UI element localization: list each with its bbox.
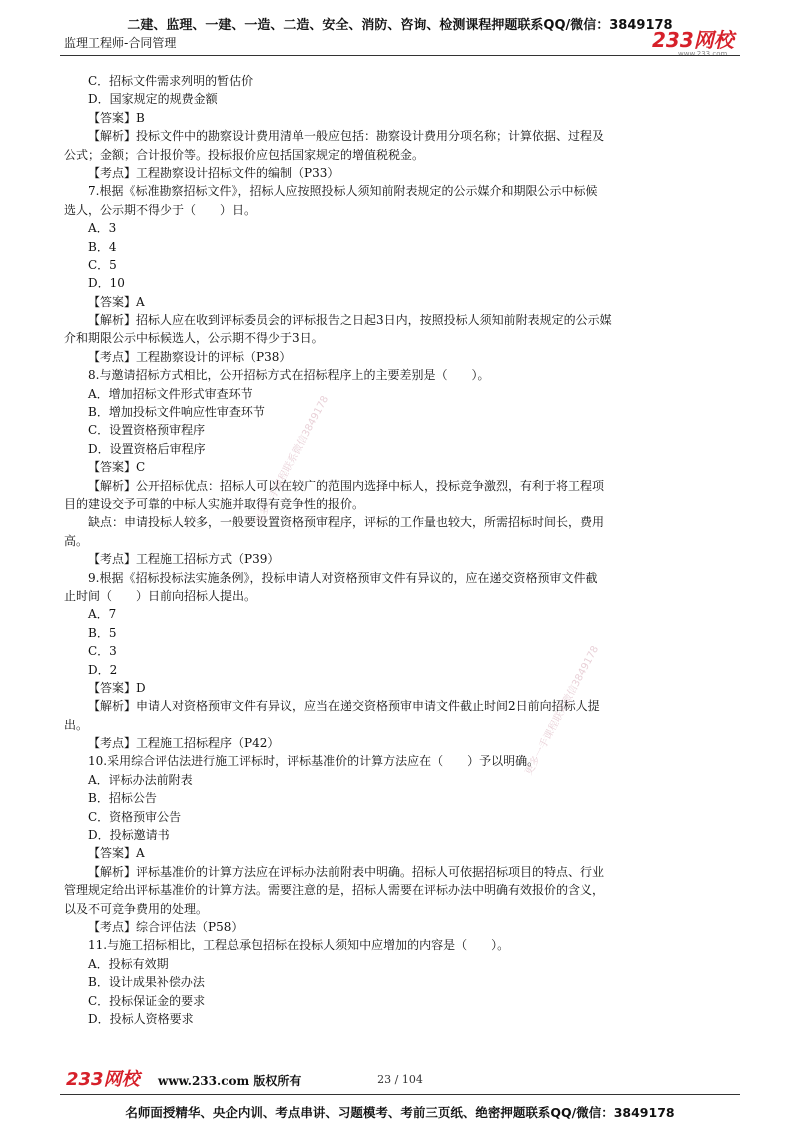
content-line: D．投标人资格要求: [88, 1011, 194, 1026]
footer-logo-text: 233网校: [66, 1069, 140, 1090]
content-line: 公式；金额；合计报价等。投标报价应包括国家规定的增值税税金。: [64, 147, 425, 162]
content-line: 选人，公示期不得少于（ ）日。: [64, 202, 257, 217]
content-line: 【考点】工程勘察设计招标文件的编制（P33）: [88, 165, 340, 180]
content-line: 【解析】招标人应在收到评标委员会的评标报告之日起3日内，按照投标人须知前附表规定的公示媒: [88, 313, 612, 328]
footer-copyright: www.233.com 版权所有: [158, 1074, 302, 1088]
content-line: A．7: [88, 607, 117, 622]
content-line: A．3: [88, 221, 117, 236]
footer-rule: [60, 1094, 740, 1095]
content-line: B．招标公告: [88, 791, 157, 806]
watermark: 更多一手课程联系微信3849178: [523, 644, 602, 778]
content-line: 缺点：申请投标人较多，一般要设置资格预审程序，评标的工作量也较大，所需招标时间长，费用: [88, 515, 605, 530]
content-line: C．招标文件需求列明的暂估价: [88, 74, 254, 88]
content-line: C．3: [88, 644, 117, 659]
content-line: 9.根据《招标投标法实施条例》，投标申请人对资格预审文件有异议的，应在递交资格预审文件截: [88, 570, 598, 585]
content-line: B．5: [88, 625, 117, 640]
content-line: 出。: [64, 717, 89, 732]
content-line: 【解析】申请人对资格预审文件有异议，应当在递交资格预审申请文件截止时间2日前向招标人提: [88, 699, 600, 714]
subject-title: 监理工程师-合同管理: [64, 36, 177, 50]
content-line: D．2: [88, 662, 118, 677]
content-line: 【答案】D: [88, 680, 146, 695]
content-line: 8.与邀请招标方式相比，公开招标方式在招标程序上的主要差别是（ ）。: [88, 368, 490, 383]
content-line: 管理规定给出评标基准价的计算方法。需要注意的是，招标人需要在评标办法中明确有效报价的含义，: [64, 883, 605, 898]
brand-logo-text: 233网校: [652, 28, 734, 52]
content-line: 【考点】工程勘察设计的评标（P38）: [88, 349, 292, 364]
header-banner: 二建、监理、一建、一造、二造、安全、消防、咨询、检测课程押题联系QQ/微信：3849178: [127, 18, 673, 33]
content-line: 介和期限公示中标候选人，公示期不得少于3日。: [64, 331, 324, 346]
content-line: 高。: [64, 533, 89, 548]
content-line: C．设置资格预审程序: [88, 423, 206, 438]
content-line: 11.与施工招标相比，工程总承包招标在投标人须知中应增加的内容是（ ）。: [88, 938, 510, 953]
content-line: C．资格预审公告: [88, 809, 182, 824]
content-line: 目的建设交予可靠的中标人实施并取得有竞争性的报价。: [64, 496, 365, 511]
footer-banner: 名师面授精华、央企内训、考点串讲、习题模考、考前三页纸、绝密押题联系QQ/微信：3849178: [125, 1105, 675, 1120]
content-line: D．投标邀请书: [88, 828, 170, 843]
watermark: 更多一手课程联系微信3849178: [253, 394, 332, 528]
content-line: D．10: [88, 276, 125, 291]
content-line: 7.根据《标准勘察招标文件》，招标人应按照投标人须知前附表规定的公示媒介和期限公示中标候: [88, 184, 598, 199]
content-line: A．评标办法前附表: [88, 772, 193, 787]
content-line: D．设置资格后审程序: [88, 441, 206, 456]
content-line: 【考点】工程施工招标方式（P39）: [88, 552, 280, 567]
content-line: 【考点】综合评估法（P58）: [88, 919, 244, 934]
content-line: B．增加投标文件响应性审查环节: [88, 405, 265, 420]
brand-logo-top: [650, 26, 740, 52]
content-line: 止时间（ ）日前向招标人提出。: [64, 588, 257, 603]
page-content: [64, 72, 744, 1028]
page-number: 23 / 104: [377, 1073, 423, 1086]
content-line: 【答案】B: [88, 110, 145, 125]
header-rule: [60, 55, 740, 56]
content-line: 【答案】C: [88, 460, 146, 475]
content-line: 【答案】A: [88, 294, 145, 309]
content-line: B．4: [88, 239, 117, 254]
content-line: 【解析】评标基准价的计算方法应在评标办法前附表中明确。招标人可依据招标项目的特点、行业: [88, 864, 605, 879]
content-line: 10.采用综合评估法进行施工评标时，评标基准价的计算方法应在（ ）予以明确。: [88, 754, 540, 769]
content-line: 【解析】公开招标优点：招标人可以在较广的范围内选择中标人，投标竞争激烈，有利于将工程项: [88, 478, 605, 493]
content-line: 【考点】工程施工招标程序（P42）: [88, 736, 280, 751]
content-line: D．国家规定的规费金额: [88, 92, 218, 107]
content-line: A．投标有效期: [88, 956, 169, 971]
content-line: C．5: [88, 257, 117, 272]
content-line: 以及不可竞争费用的处理。: [64, 901, 209, 916]
brand-logo-url: www.233.com: [678, 50, 728, 58]
content-line: C．投标保证金的要求: [88, 993, 206, 1008]
content-line: 【解析】投标文件中的勘察设计费用清单一般应包括：勘察设计费用分项名称；计算依据、过程及: [88, 129, 605, 144]
content-line: 【答案】A: [88, 846, 145, 861]
content-line: A．增加招标文件形式审查环节: [88, 386, 253, 401]
content-line: B．设计成果补偿办法: [88, 975, 205, 990]
